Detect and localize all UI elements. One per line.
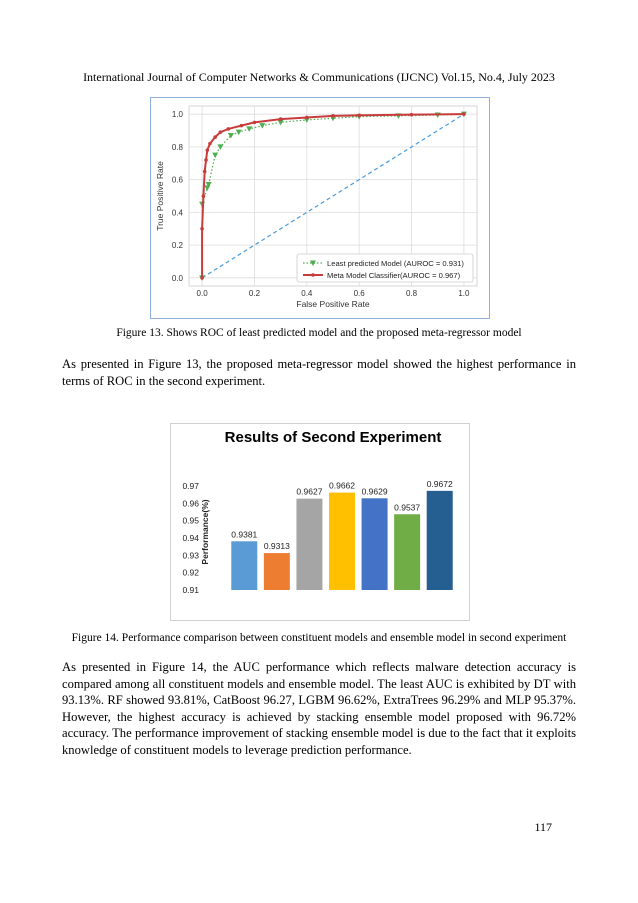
- legend-label: Meta Model Classifier(AUROC = 0.967): [327, 271, 461, 280]
- bar-value-label: 0.9629: [361, 486, 388, 497]
- series-point-plus: [279, 117, 283, 121]
- series-point-plus: [200, 227, 204, 231]
- figure-14-caption: Figure 14. Performance comparison between constituent models and ensemble model in second experiment: [71, 632, 567, 644]
- y-tick-label: 0.92: [182, 567, 199, 578]
- x-axis-label: [320, 619, 345, 620]
- y-tick-label: 1.0: [171, 110, 183, 120]
- chart-title-text: Results of Second Experiment: [224, 429, 442, 446]
- legend-marker: [311, 273, 315, 277]
- bar-plot: [171, 424, 469, 620]
- bar: [296, 499, 322, 590]
- y-tick-label: 0.93: [182, 550, 199, 561]
- figure-13-caption: Figure 13. Shows ROC of least predicted model and the proposed meta-regressor model: [116, 327, 522, 339]
- x-tick-label: 0.0: [196, 289, 208, 298]
- bar: [394, 514, 420, 590]
- bar: [362, 498, 388, 590]
- roc-plot: [151, 98, 489, 318]
- bar-value-label: 0.9672: [426, 478, 453, 489]
- series-point-plus: [410, 113, 414, 117]
- series-point-plus: [462, 112, 466, 116]
- paragraph-1: As presented in Figure 13, the proposed meta-regressor model showed the highest performance in terms of ROC in the second experiment.: [62, 357, 576, 388]
- series-point-plus: [206, 148, 210, 152]
- bar-value-label: 0.9313: [263, 541, 290, 552]
- bar: [329, 493, 355, 590]
- bar: [427, 491, 453, 590]
- series-point-plus: [305, 116, 309, 120]
- y-tick-label: 0.95: [182, 515, 199, 526]
- bar: [264, 553, 290, 590]
- y-tick-label: 0.96: [182, 498, 199, 509]
- bar-value-label: 0.9381: [231, 529, 258, 540]
- bar-value-label: 0.9537: [394, 502, 421, 513]
- series-point-plus: [219, 130, 223, 134]
- series-point-plus: [357, 114, 361, 118]
- series-point-plus: [213, 135, 217, 139]
- series-point-plus: [226, 127, 230, 131]
- series-point-plus: [331, 114, 335, 118]
- x-tick-label: 1.0: [458, 289, 470, 298]
- series-point-plus: [253, 121, 257, 125]
- series-point-plus: [240, 124, 244, 128]
- y-tick-label: 0.91: [182, 585, 199, 595]
- series-point-plus: [200, 276, 204, 280]
- x-tick-label: 0.4: [301, 289, 313, 298]
- bar-value-label: 0.9662: [329, 480, 355, 491]
- x-axis-label: False Positive Rate: [296, 299, 370, 309]
- figure-13-roc-chart: [150, 97, 490, 319]
- paragraph-2: As presented in Figure 14, the AUC performance which reflects malware detection accuracy is compared among all constituent models and ensemble model. The least AUC is exhibited by DT with 93.13%. RF showed 93.81%, CatBoost 96.27, LGBM 96.62%, ExtraTrees 96.29% and MLP 95.37%. However, the highest accuracy is achieved by stacking ensemble model proposed with 96.72% accuracy. The performance improvement of stacking ensemble model is due to the fact that it exploits knowledge of constituent models to leverage prediction performance.: [62, 660, 576, 757]
- y-tick-label: 0.2: [171, 241, 183, 251]
- series-point-plus: [204, 158, 208, 162]
- legend-label: Least predicted Model (AUROC = 0.931): [327, 259, 464, 268]
- figure-14-bar-chart: [170, 423, 470, 621]
- y-tick-label: 0.0: [171, 273, 183, 283]
- journal-header: International Journal of Computer Networks & Communications (IJCNC) Vol.15, No.4, July 2023: [83, 70, 555, 84]
- series-point-plus: [203, 170, 207, 174]
- x-tick-label: 0.8: [405, 289, 418, 298]
- page-number: 117: [534, 820, 552, 834]
- bar-value-label: 0.9627: [296, 486, 323, 497]
- y-tick-label: 0.94: [182, 533, 199, 543]
- y-tick-label: 0.6: [171, 175, 183, 185]
- series-point-plus: [208, 142, 212, 146]
- y-axis-label: True Positive Rate: [155, 161, 165, 231]
- x-tick-label: 0.2: [248, 289, 261, 298]
- y-tick-label: 0.4: [171, 208, 183, 218]
- y-tick-label: 0.8: [171, 142, 183, 152]
- series-point-plus: [202, 194, 206, 198]
- y-tick-label: 0.97: [182, 481, 199, 491]
- bar: [231, 541, 257, 590]
- y-axis-label: Performance(%): [200, 499, 210, 565]
- x-tick-label: 0.6: [353, 289, 365, 298]
